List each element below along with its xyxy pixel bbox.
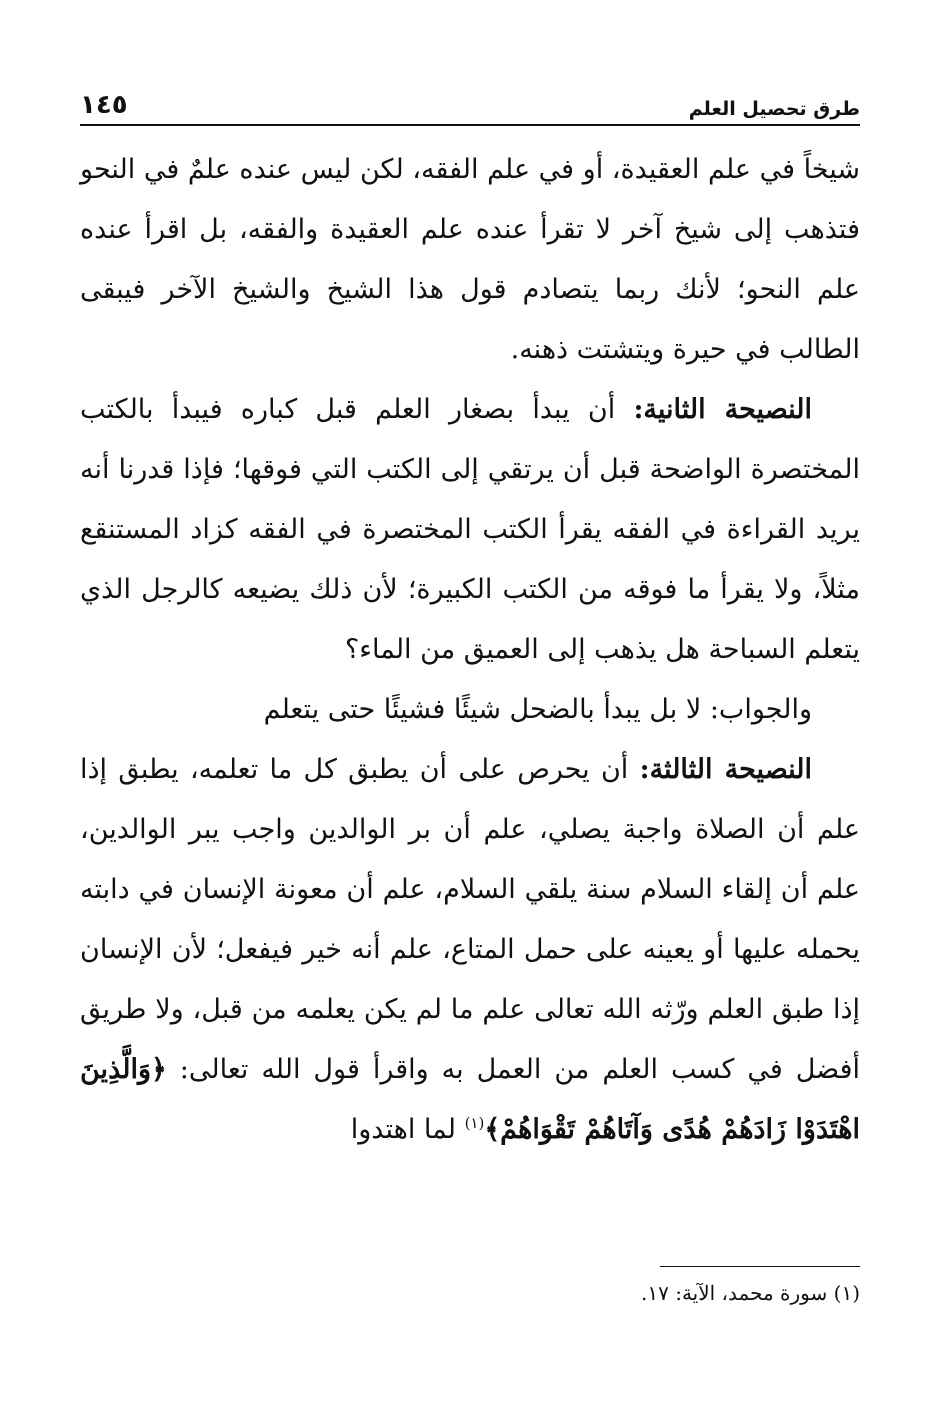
footnote-divider (660, 1266, 860, 1267)
advice-three-end: لما اهتدوا (350, 1114, 465, 1145)
paragraph-4 (80, 740, 860, 1160)
quran-verse: ﴿وَالَّذِينَ اهْتَدَوْا زَادَهُمْ هُدًى وَآتَاهُمْ تَقْوَاهُمْ﴾ (80, 1054, 860, 1145)
paragraph-2 (80, 380, 860, 680)
footnote: (١) سورة محمد، الآية: ١٧. (641, 1281, 860, 1305)
running-title: طرق تحصيل العلم (688, 98, 860, 120)
paragraph-3: والجواب: لا بل يبدأ بالضحل شيئًا فشيئًا حتى يتعلم (263, 694, 812, 725)
advice-three-label: النصيحة الثالثة: (639, 754, 812, 785)
footnote-ref: (١) (464, 1114, 485, 1132)
page-number: ١٤٥ (80, 90, 128, 120)
advice-two-label: النصيحة الثانية: (633, 394, 812, 425)
page-header (80, 78, 860, 126)
advice-three-text: أن يحرص على أن يطبق كل ما تعلمه، يطبق إذا علم أن الصلاة واجبة يصلي، علم أن بر الوالدين واجب يبر الوالدين، علم أن إلقاء السلام سنة يلقي السلام، علم أن معونة الإنسان في دابته يحمله عليها أو يعينه على حمل المتاع، علم أنه خير فيفعل؛ لأن الإنسان إذا طبق العلم ورّثه الله تعالى علم ما لم يكن يعلمه من قبل، ولا طريق أفضل في كسب العلم من العمل به واقرأ قول الله تعالى: (80, 754, 860, 1085)
advice-two-text: أن يبدأ بصغار العلم قبل كباره فيبدأ بالكتب المختصرة الواضحة قبل أن يرتقي إلى الكتب التي فوقها؛ فإذا قدرنا أنه يريد القراءة في الفقه يقرأ الكتب المختصرة في الفقه كزاد المستنقع مثلاً، ولا يقرأ ما فوقه من الكتب الكبيرة؛ لأن ذلك يضيعه كالرجل الذي يتعلم السباحة هل يذهب إلى العميق من الماء؟ (80, 394, 860, 665)
paragraph-1: شيخاً في علم العقيدة، أو في علم الفقه، لكن ليس عنده علمٌ في النحو فتذهب إلى شيخ آخر لا تقرأ عنده علم العقيدة والفقه، بل اقرأ عنده علم النحو؛ لأنك ربما يتصادم قول هذا الشيخ والشيخ الآخر فيبقى الطالب في حيرة ويتشتت ذهنه. (80, 154, 860, 365)
main-text (80, 140, 860, 1160)
